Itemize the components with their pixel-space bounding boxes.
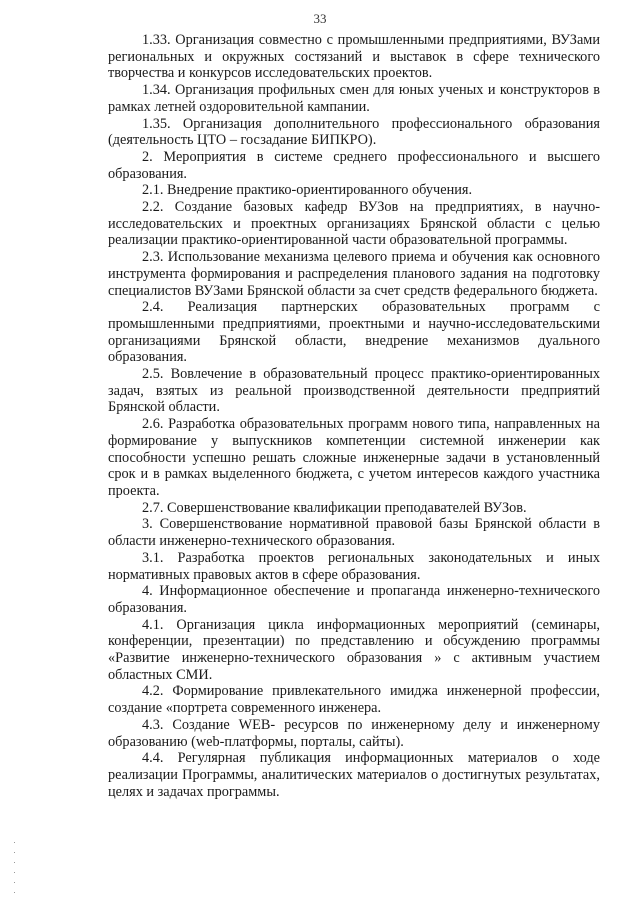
- scan-margin-marks: [14, 842, 16, 902]
- section-2-heading: 2. Мероприятия в системе среднего профессионального и высшего образования.: [108, 148, 600, 182]
- paragraph-4-1: 4.1. Организация цикла информационных мероприятий (семинары, конференции, презентации) по представлению и обсуждению программы «Развитие инженерно-технического образования » с активным участием областных СМИ.: [108, 616, 600, 683]
- document-body: [108, 32, 600, 800]
- paragraph-2-2: 2.2. Создание базовых кафедр ВУЗов на предприятиях, в научно-исследовательских и проектных организациях Брянской области с целью реализации практико-ориентированной части образовательной программы.: [108, 199, 600, 249]
- paragraph-1-34: 1.34. Организация профильных смен для юных ученых и конструкторов в рамках летней оздоровительной кампании.: [108, 82, 600, 115]
- paragraph-2-1: 2.1. Внедрение практико-ориентированного обучения.: [142, 182, 473, 199]
- paragraph-1-33: 1.33. Организация совместно с промышленными предприятиями, ВУЗами региональных и окружных состязаний и выставок в сфере технического творчества и конкурсов исследовательских проектов.: [108, 32, 600, 82]
- paragraph-4-2: 4.2. Формирование привлекательного имиджа инженерной профессии, создание «портрета современного инженера.: [108, 683, 600, 717]
- section-4-heading: 4. Информационное обеспечение и пропаганда инженерно-технического образования.: [108, 583, 600, 616]
- paragraph-2-7: 2.7. Совершенствование квалификации преподавателей ВУЗов.: [142, 499, 527, 516]
- paragraph-2-5: 2.5. Вовлечение в образовательный процесс практико-ориентированных задач, взятых из реальной производственной деятельности предприятий Брянской области.: [108, 366, 600, 416]
- section-3-heading: 3. Совершенствование нормативной правовой базы Брянской области в области инженерно-технического образования.: [108, 516, 600, 550]
- paragraph-3-1: 3.1. Разработка проектов региональных законодательных и иных нормативных правовых актов в сфере образования.: [108, 549, 600, 583]
- paragraph-1-35: 1.35. Организация дополнительного профессионального образования (деятельность ЦТО – госзадание БИПКРО).: [108, 115, 600, 149]
- paragraph-2-4: 2.4. Реализация партнерских образовательных программ с промышленными предприятиями, проектными и научно-исследовательскими организациями Брянской области, внедрение механизмов дуального образования.: [108, 299, 600, 366]
- page-number: 33: [313, 11, 327, 26]
- paragraph-2-6: 2.6. Разработка образовательных программ нового типа, направленных на формирование у выпускников компетенции системной инженерии как способности успешно решать сложные инженерные задачи в установленный срок и в рамках выделенного бюджета, с учетом интересов каждого участника проекта.: [108, 416, 600, 499]
- paragraph-4-4: 4.4. Регулярная публикация информационных материалов о ходе реализации Программы, аналитических материалов о достигнутых результатах, целях и задачах программы.: [108, 750, 600, 800]
- paragraph-4-3: 4.3. Создание WEB- ресурсов по инженерному делу и инженерному образованию (web-платформы, порталы, сайты).: [108, 716, 600, 750]
- paragraph-2-3: 2.3. Использование механизма целевого приема и обучения как основного инструмента формирования и распределения планового задания на подготовку специалистов ВУЗами Брянской области за счет средств федерального бюджета.: [108, 249, 600, 299]
